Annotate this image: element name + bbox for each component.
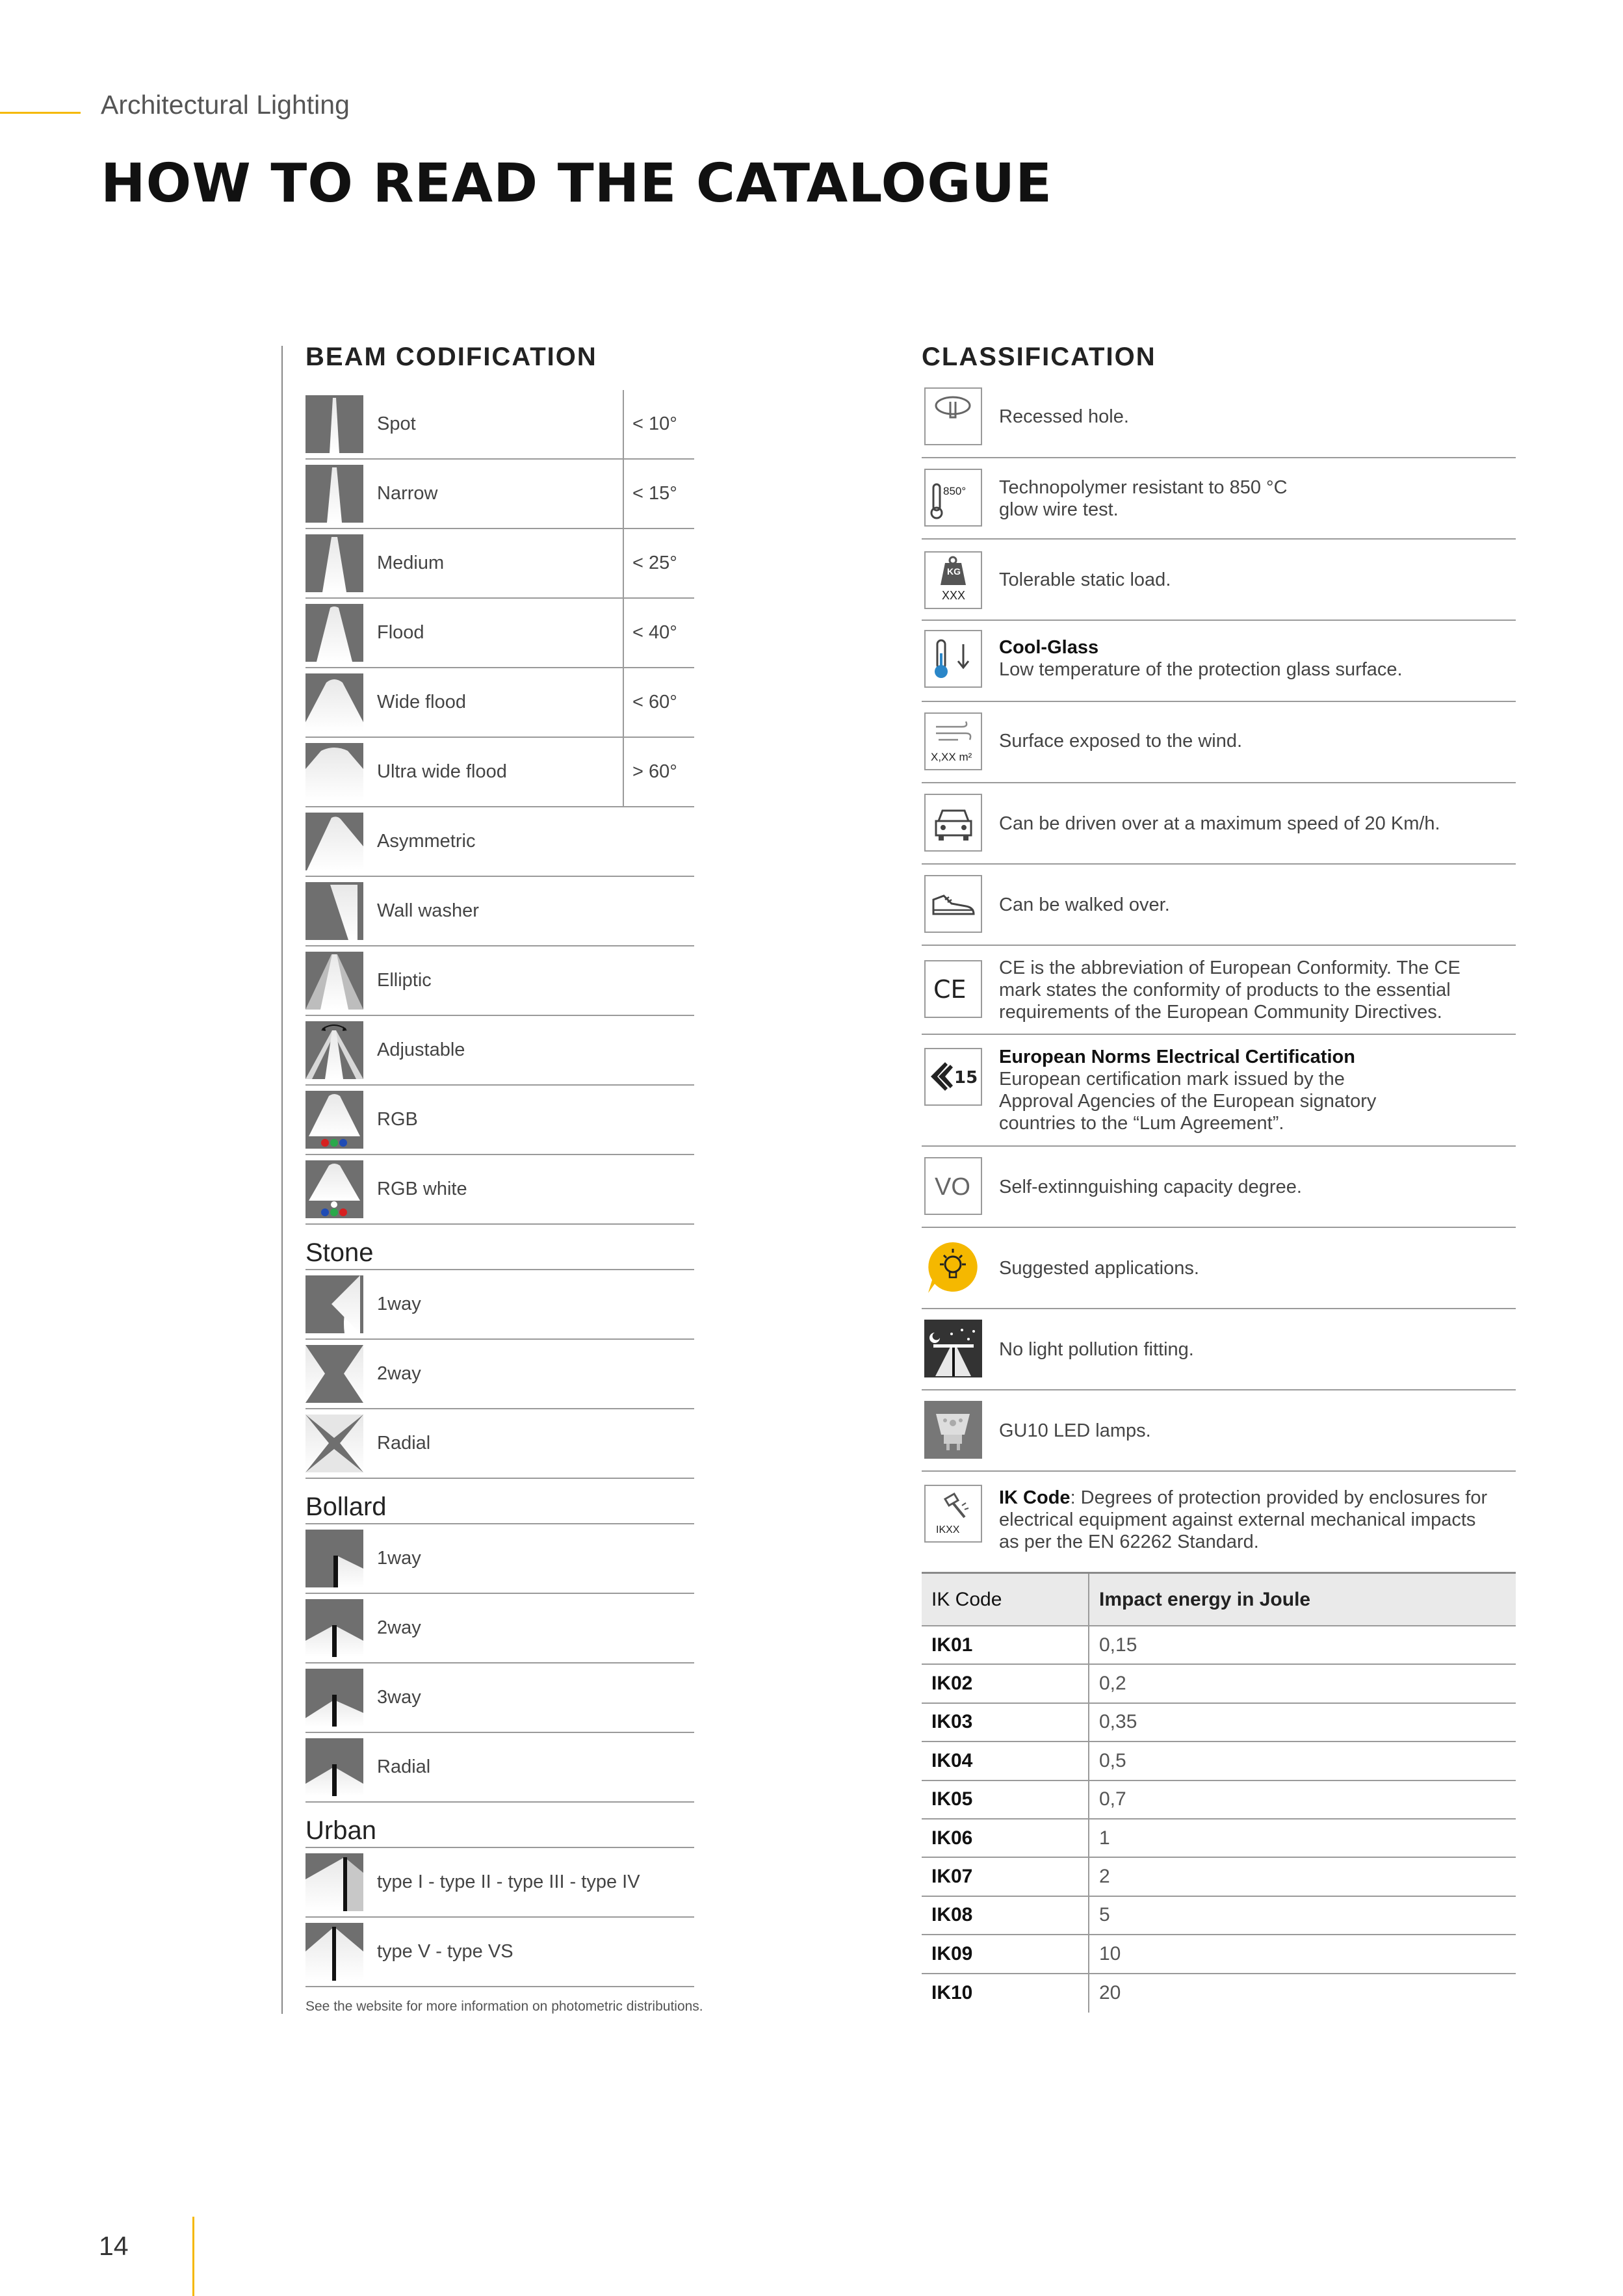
- lightbulb-icon: [924, 1238, 982, 1296]
- list-item: [922, 702, 1516, 783]
- list-item: [922, 1390, 1516, 1472]
- beam-label: Radial: [377, 1756, 431, 1777]
- list-item: [305, 946, 694, 1016]
- classification-title: CLASSIFICATION: [922, 343, 1156, 371]
- list-item: [922, 1035, 1516, 1147]
- table-row: IK06 1: [922, 1820, 1516, 1858]
- beam-label: type V - type VS: [377, 1941, 513, 1962]
- enec-icon: [924, 1048, 982, 1106]
- ultra-wide-flood-beam-icon: [305, 743, 363, 801]
- list-item: [305, 460, 694, 529]
- classification-text: Technopolymer resistant to 850 °C glow wire test.: [999, 476, 1288, 520]
- svg-text:VO: VO: [935, 1173, 970, 1201]
- beam-label: Medium: [377, 553, 445, 573]
- classification-text: Tolerable static load.: [999, 569, 1171, 590]
- footer-accent-line: [192, 2217, 194, 2296]
- beam-angle: < 60°: [623, 668, 694, 737]
- table-row: IK09 10: [922, 1935, 1516, 1974]
- bollard-3way-icon: [305, 1669, 363, 1727]
- list-item: [305, 1340, 694, 1409]
- ik-hammer-icon: [924, 1485, 982, 1543]
- table-row: IK05 0,7: [922, 1781, 1516, 1820]
- beam-label: Flood: [377, 622, 424, 643]
- list-item: [922, 865, 1516, 946]
- beam-angle: < 25°: [623, 529, 694, 597]
- svg-text:KG: KG: [947, 566, 961, 577]
- beam-label: 1way: [377, 1294, 421, 1314]
- classification-text: Surface exposed to the wind.: [999, 730, 1243, 751]
- beam-label: 3way: [377, 1687, 421, 1708]
- svg-text:15: 15: [954, 1068, 978, 1088]
- table-row: IK03 0,35: [922, 1704, 1516, 1742]
- beam-angle: > 60°: [623, 738, 694, 806]
- beam-label: Wide flood: [377, 692, 467, 712]
- list-item: [922, 384, 1516, 458]
- list-item: [305, 1270, 694, 1340]
- beam-label: 1way: [377, 1548, 421, 1569]
- column-header: IK Code: [922, 1574, 1089, 1625]
- beam-label: RGB white: [377, 1179, 467, 1199]
- beam-label: Asymmetric: [377, 831, 476, 852]
- beam-label: Wall washer: [377, 900, 479, 921]
- list-item: [305, 529, 694, 599]
- ik-code-table: [922, 1572, 1516, 2013]
- bollard-group-title: Bollard: [305, 1479, 694, 1524]
- urban-group-title: Urban: [305, 1803, 694, 1848]
- classification-text: Suggested applications.: [999, 1257, 1199, 1279]
- beam-codification-list: [305, 390, 694, 1987]
- beam-label: Spot: [377, 413, 416, 434]
- svg-text:XXX: XXX: [942, 589, 966, 602]
- table-row: IK07 2: [922, 1858, 1516, 1896]
- gu10-lamp-icon: [924, 1401, 982, 1459]
- spot-beam-icon: [305, 395, 363, 453]
- flood-beam-icon: [305, 604, 363, 662]
- rgb-beam-icon: [305, 1091, 363, 1149]
- list-item: [922, 540, 1516, 621]
- classification-list: [922, 384, 1516, 1573]
- table-row: IK08 5: [922, 1897, 1516, 1935]
- list-item: [305, 599, 694, 668]
- ce-mark-icon: [924, 960, 982, 1018]
- page-number: 14: [99, 2231, 129, 2261]
- list-item: [922, 1147, 1516, 1228]
- list-item: [922, 1228, 1516, 1309]
- list-item: [922, 783, 1516, 865]
- list-item: [922, 458, 1516, 540]
- classification-text: IK Code: Degrees of protection provided by enclosures for electrical equipment against external mechanical impacts as per the EN 62262 Standard.: [999, 1487, 1488, 1552]
- bollard-radial-icon: [305, 1738, 363, 1796]
- list-item: [305, 1086, 694, 1155]
- table-row: IK04 0,5: [922, 1742, 1516, 1781]
- svg-text:IKXX: IKXX: [936, 1524, 960, 1535]
- beam-label: type I - type II - type III - type IV: [377, 1872, 640, 1892]
- bollard-1way-icon: [305, 1530, 363, 1587]
- table-header: [922, 1572, 1516, 1626]
- list-item: [305, 1016, 694, 1086]
- cool-glass-icon: [924, 630, 982, 688]
- svg-text:CE: CE: [933, 975, 967, 1004]
- svg-text:X,XX m²: X,XX m²: [931, 751, 972, 763]
- bollard-2way-icon: [305, 1599, 363, 1657]
- section-subtitle: Architectural Lighting: [101, 90, 350, 120]
- classification-text: Can be walked over.: [999, 894, 1170, 915]
- beam-label: Adjustable: [377, 1039, 465, 1060]
- list-item: [305, 738, 694, 807]
- vo-icon: [924, 1157, 982, 1215]
- adjustable-beam-icon: [305, 1021, 363, 1079]
- classification-text: Can be driven over at a maximum speed of 20 Km/h.: [999, 813, 1440, 834]
- accent-line: [0, 112, 81, 114]
- wide-flood-beam-icon: [305, 673, 363, 731]
- wall-washer-beam-icon: [305, 882, 363, 940]
- page-title: HOW TO READ THE CATALOGUE: [101, 153, 1053, 215]
- static-load-icon: [924, 551, 982, 609]
- beam-label: 2way: [377, 1617, 421, 1638]
- table-row: IK10 20: [922, 1974, 1516, 2013]
- classification-text: Cool-Glass Low temperature of the protection glass surface.: [999, 636, 1403, 680]
- list-item: [305, 1663, 694, 1733]
- classification-text: Recessed hole.: [999, 406, 1129, 427]
- stone-radial-icon: [305, 1415, 363, 1472]
- asymmetric-beam-icon: [305, 813, 363, 870]
- urban-type5-icon: [305, 1923, 363, 1981]
- classification-text: European Norms Electrical Certification European certification mark issued by the Approval Agencies of the European signatory countries to the “Lum Agreement”.: [999, 1047, 1377, 1134]
- list-item: [305, 390, 694, 460]
- footnote: See the website for more information on photometric distributions.: [305, 1999, 703, 2014]
- list-item: [922, 946, 1516, 1035]
- list-item: [922, 1472, 1516, 1573]
- beam-codification-title: BEAM CODIFICATION: [305, 343, 597, 371]
- wind-icon: [924, 712, 982, 770]
- classification-text: GU10 LED lamps.: [999, 1420, 1151, 1441]
- list-item: [305, 1594, 694, 1663]
- list-item: [305, 1409, 694, 1479]
- glow-wire-icon: [924, 469, 982, 527]
- column-divider: [281, 346, 283, 2014]
- list-item: [922, 1309, 1516, 1390]
- beam-label: Ultra wide flood: [377, 761, 507, 782]
- column-header: Impact energy in Joule: [1099, 1588, 1311, 1610]
- classification-text: No light pollution fitting.: [999, 1338, 1194, 1360]
- list-item: [305, 1524, 694, 1594]
- elliptic-beam-icon: [305, 952, 363, 1010]
- list-item: [305, 1733, 694, 1803]
- classification-text: Self-extinnguishing capacity degree.: [999, 1176, 1302, 1197]
- beam-label: 2way: [377, 1363, 421, 1384]
- list-item: [305, 1155, 694, 1225]
- table-row: IK02 0,2: [922, 1665, 1516, 1703]
- night-sky-icon: [924, 1320, 982, 1377]
- list-item: [305, 1848, 694, 1918]
- list-item: [305, 877, 694, 946]
- narrow-beam-icon: [305, 465, 363, 523]
- list-item: [305, 807, 694, 877]
- urban-type1-4-icon: [305, 1853, 363, 1911]
- table-row: IK01 0,15: [922, 1626, 1516, 1665]
- beam-label: RGB: [377, 1109, 418, 1130]
- stone-1way-icon: [305, 1275, 363, 1333]
- beam-label: Narrow: [377, 483, 438, 504]
- beam-label: Radial: [377, 1433, 431, 1454]
- medium-beam-icon: [305, 534, 363, 592]
- list-item: [922, 621, 1516, 702]
- beam-angle: < 40°: [623, 599, 694, 667]
- beam-angle: < 15°: [623, 460, 694, 528]
- shoe-walk-over-icon: [924, 875, 982, 933]
- recessed-hole-icon: [924, 387, 982, 445]
- list-item: [305, 668, 694, 738]
- car-drive-over-icon: [924, 794, 982, 852]
- rgb-white-beam-icon: [305, 1160, 363, 1218]
- stone-group-title: Stone: [305, 1225, 694, 1270]
- svg-text:850°: 850°: [943, 485, 967, 497]
- beam-label: Elliptic: [377, 970, 432, 991]
- stone-2way-icon: [305, 1345, 363, 1403]
- classification-text: CE is the abbreviation of European Conformity. The CE mark states the conformity of products to the essential requirements of the European Community Directives.: [999, 957, 1461, 1023]
- beam-angle: < 10°: [623, 390, 694, 458]
- list-item: [305, 1918, 694, 1987]
